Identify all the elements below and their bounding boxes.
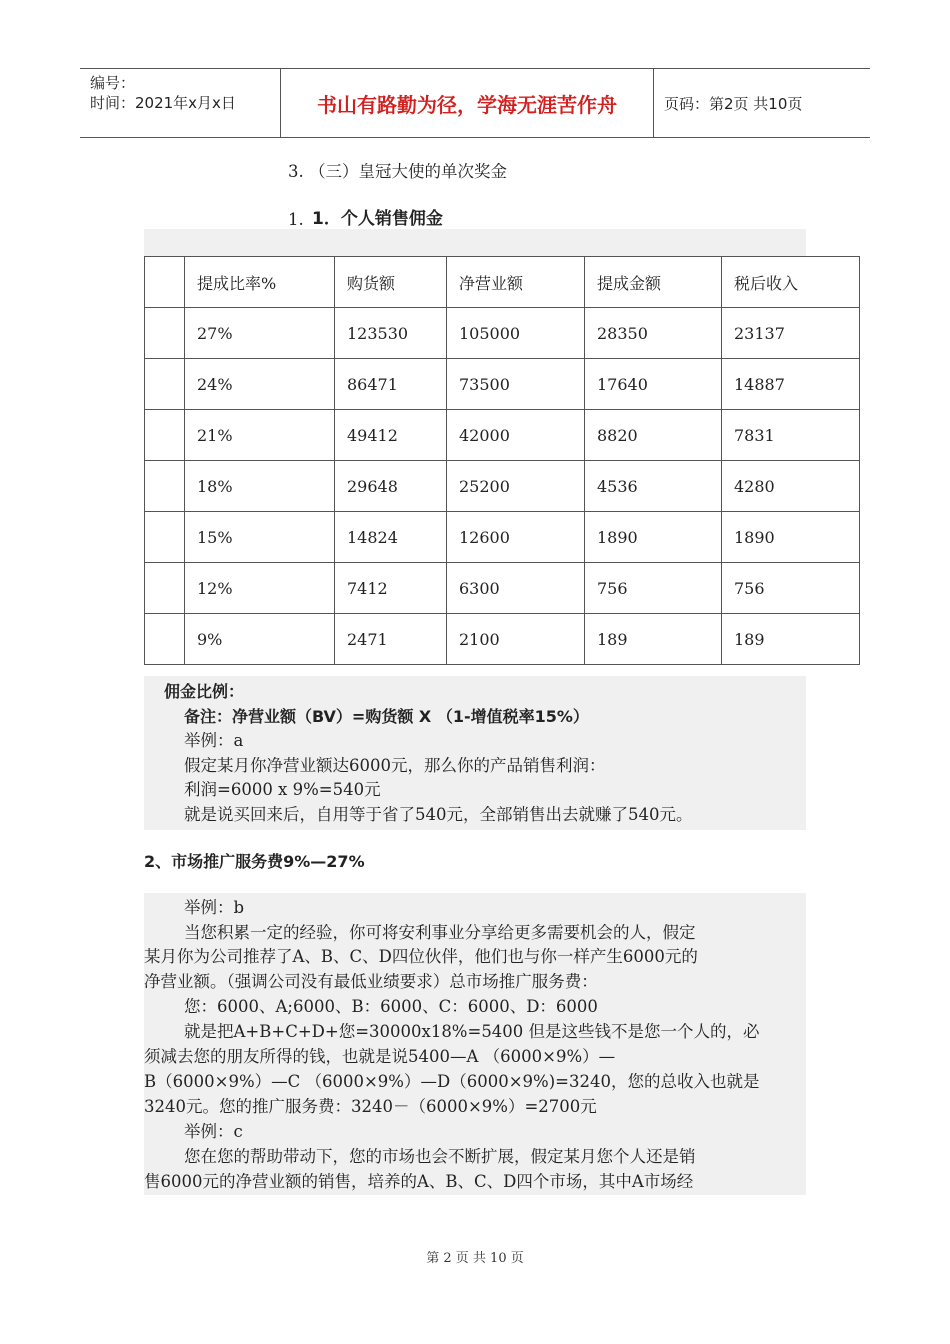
table-cell: 189: [722, 614, 860, 665]
table-cell: 2100: [447, 614, 585, 665]
table-cell: 29648: [335, 461, 447, 512]
example-a-line-1: 假定某月你净营业额达6000元，那么你的产品销售利润：: [184, 756, 606, 775]
table-cell: 9%: [185, 614, 335, 665]
heading-one-number: 1.: [288, 210, 304, 229]
heading-shade: [144, 229, 806, 256]
page-info: 页码：第2页 共10页: [664, 95, 803, 113]
example-a-line-3: 就是说买回来后，自用等于省了540元，全部销售出去就赚了540元。: [184, 805, 693, 824]
table-cell: 123530: [335, 308, 447, 359]
table-header-cell: 提成金额: [585, 257, 722, 308]
table-cell: 1890: [585, 512, 722, 563]
table-cell: 49412: [335, 410, 447, 461]
table-cell: [145, 359, 185, 410]
table-cell: [145, 461, 185, 512]
table-cell: 8820: [585, 410, 722, 461]
table-cell: 23137: [722, 308, 860, 359]
table-cell: 1890: [722, 512, 860, 563]
table-cell: 27%: [185, 308, 335, 359]
table-cell: 12600: [447, 512, 585, 563]
table-cell: 15%: [185, 512, 335, 563]
example-b-line-5: 就是把A+B+C+D+您=30000x18%=5400 但是这些钱不是您一个人的，必: [184, 1022, 760, 1041]
table-cell: [145, 410, 185, 461]
table-cell: 14887: [722, 359, 860, 410]
example-a-line-2: 利润=6000 x 9%=540元: [184, 780, 381, 799]
page-header: [80, 68, 870, 138]
table-cell: [145, 308, 185, 359]
commission-table: [144, 256, 860, 665]
example-b-label: 举例：b: [184, 898, 245, 917]
table-cell: 6300: [447, 563, 585, 614]
header-left-cell: [80, 69, 280, 137]
heading-three: 3. （三）皇冠大使的单次奖金: [288, 162, 507, 181]
date-line: 时间：2021年x月x日: [90, 94, 236, 112]
page-footer: 第 2 页 共 10 页: [426, 1251, 524, 1266]
table-row: [145, 563, 860, 614]
header-middle-cell: [280, 69, 654, 137]
table-cell: 7412: [335, 563, 447, 614]
commission-ratio-label: 佣金比例：: [164, 682, 245, 701]
table-cell: 73500: [447, 359, 585, 410]
heading-one: 1．个人销售佣金: [312, 209, 443, 229]
doc-number-label: 编号：: [90, 74, 136, 92]
table-cell: 86471: [335, 359, 447, 410]
table-row: [145, 359, 860, 410]
table-cell: 4280: [722, 461, 860, 512]
table-cell: 189: [585, 614, 722, 665]
table-cell: [145, 563, 185, 614]
table-cell: 7831: [722, 410, 860, 461]
table-cell: 12%: [185, 563, 335, 614]
table-header-cell: 提成比率%: [185, 257, 335, 308]
table-cell: 105000: [447, 308, 585, 359]
table-cell: 24%: [185, 359, 335, 410]
example-a-label: 举例：a: [184, 731, 244, 750]
table-cell: 25200: [447, 461, 585, 512]
note-line: 备注：净营业额（BV）=购货额 X （1-增值税率15%）: [184, 707, 589, 726]
table-cell: 14824: [335, 512, 447, 563]
table-cell: 28350: [585, 308, 722, 359]
table-cell: 756: [585, 563, 722, 614]
header-right-cell: [652, 69, 870, 137]
example-b-line-2: 某月你为公司推荐了A、B、C、D四位伙伴，他们也与你一样产生6000元的: [144, 947, 698, 966]
table-header-cell: 净营业额: [447, 257, 585, 308]
table-header-row: [145, 257, 860, 308]
table-row: [145, 410, 860, 461]
table-cell: [145, 614, 185, 665]
table-cell: 2471: [335, 614, 447, 665]
example-c-line-2: 售6000元的净营业额的销售，培养的A、B、C、D四个市场，其中A市场经: [144, 1172, 694, 1191]
example-b-line-4: 您：6000、A;6000、B：6000、C：6000、D：6000: [184, 997, 598, 1016]
motto: 书山有路勤为径，学海无涯苦作舟: [317, 93, 617, 117]
table-cell: 756: [722, 563, 860, 614]
table-cell: 18%: [185, 461, 335, 512]
example-b-line-1: 当您积累一定的经验，你可将安利事业分享给更多需要机会的人，假定: [184, 923, 696, 942]
table-cell: [145, 512, 185, 563]
table-row: [145, 461, 860, 512]
example-c-label: 举例：c: [184, 1122, 243, 1141]
example-b-line-8: 3240元。您的推广服务费：3240－（6000×9%）=2700元: [144, 1097, 597, 1116]
table-header-cell: [145, 257, 185, 308]
table-cell: 4536: [585, 461, 722, 512]
table-cell: 42000: [447, 410, 585, 461]
table-row: [145, 308, 860, 359]
table-row: [145, 614, 860, 665]
example-b-line-3: 净营业额。（强调公司没有最低业绩要求）总市场推广服务费：: [144, 972, 598, 991]
table-cell: 17640: [585, 359, 722, 410]
example-c-line-1: 您在您的帮助带动下，您的市场也会不断扩展，假定某月您个人还是销: [184, 1147, 696, 1166]
table-cell: 21%: [185, 410, 335, 461]
table-header-cell: 购货额: [335, 257, 447, 308]
example-b-line-7: B（6000×9%）—C （6000×9%）—D（6000×9%)=3240，您的总收入也就是: [144, 1072, 760, 1091]
example-b-line-6: 须减去您的朋友所得的钱，也就是说5400—A （6000×9%）—: [144, 1047, 616, 1066]
table-row: [145, 512, 860, 563]
table-header-cell: 税后收入: [722, 257, 860, 308]
heading-two: 2、市场推广服务费9%—27%: [144, 852, 365, 871]
